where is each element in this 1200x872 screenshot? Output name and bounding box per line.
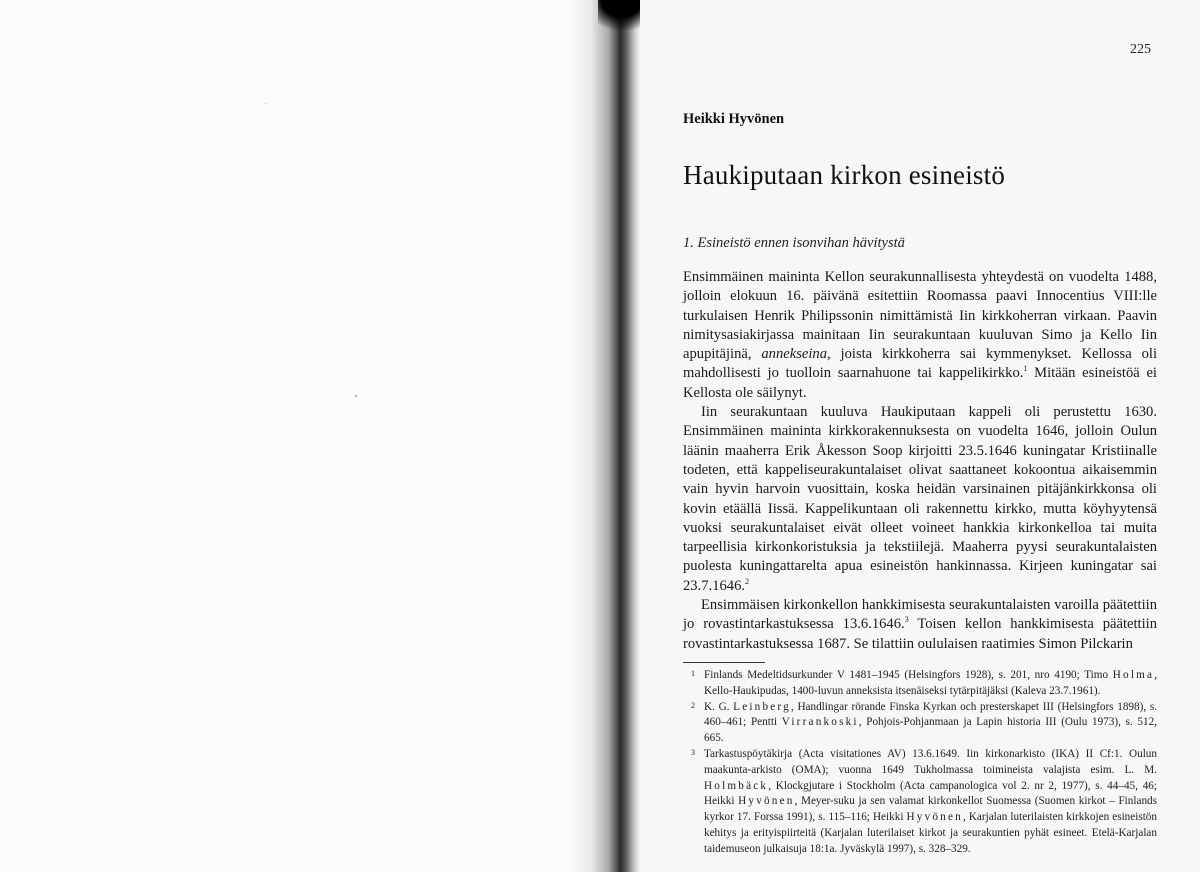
text-run: Toisen kellon hankkimisesta päätettiin rovastintarkastuksessa 1687. Se tilattiin oululaisen raatimies Simon Pilckarin [683, 616, 1157, 652]
text-run: Iin seurakuntaan kuuluva Haukiputaan kappeli oli perustettu 1630. Ensimmäinen maininta kirkkorakennuksesta on vuodelta 1646, jolloin Oulun läänin maaherra Erik Åkesson Soop kirjoitti 23.5.1646 kuningatar Kristiinalle todeten, että kappeliseurakuntalaiset olivat saattaneet kokoontua aikaisemmin vain hyvin harvoin vuosittain, koska heidän varsinainen pitäjänkirkkonsa oli kovin etäällä Iissä. Kappelikuntaan oli rakennettu kirkko, mutta köyhyytensä vuoksi seurakuntalaiset eivät olleet voineet hankkia kirkonkelloa tai muita tarpeellisia kirkonkoristuksia ja tekstiilejä. Maaherra pyysi seurakuntalaisten puolesta kuningattarelta apua esineistön hankinnassa. Kirjeen kuningatar sai 23.7.1646. [683, 404, 1157, 594]
text-run: joista kirkkoherra sai kymmenykset. Kellossa oli mahdollisesti jo tuolloin saarnahuone tai kappelikirkko. [683, 346, 1157, 382]
text-run: , Karjalan luterilaisten kirkkojen esineistön kehitys ja erityispiirteitä (Karjalan luterilaiset kirkot ja seurakuntien pyhät esineet. Etelä-Karjalan taidemuseon julkaisuja 18:1a. Jyväskylä 1997), s. 328–329. [704, 811, 1157, 855]
text-run: Ensimmäisen kirkonkellon hankkimisesta seurakuntalaisten varoilla päätettiin jo rovastintarkastuksessa 13.6.1646. [683, 597, 1157, 633]
footnote-rule [683, 662, 765, 663]
article-author: Heikki Hyvönen [683, 111, 785, 127]
paragraph-1 [683, 268, 1157, 403]
section-heading: 1. Esineistö ennen isonvihan hävitystä [683, 235, 905, 251]
footnotes [683, 668, 1157, 858]
text-run: Mitään esineistöä ei Kellosta ole säilynyt. [683, 365, 1157, 401]
text-run: , Handlingar rörande Finska Kyrkan och presterskapet III (Helsingfors 1898), s. 460–461; Pentti [704, 700, 1157, 729]
spaced-surname: Hyvönen [906, 811, 963, 824]
text-run: Tarkastuspöytäkirja (Acta visitationes AV) 13.6.1649. Iin kirkonarkisto (IKA) II Cf:1. Oulun maakunta-arkisto (OMA); vuonna 1649 Tukholmassa toimineista valajista esim. L. M. [704, 747, 1157, 776]
text-run: Ensimmäinen maininta Kellon seurakunnallisesta yhteydestä on vuodelta 1488, jolloin elokuun 16. päivänä esitettiin Roomassa paavi Innocentius VIII:lle turkulaisen Henrik Philipssonin nimittämistä Iin kirkkoherran virkaan. Paavin nimitysasiakirjassa mainitaan Iin seurakuntaan kuuluvan Simo ja Kello Iin apupitäjinä, [683, 269, 1157, 363]
footnote-number: 3 [691, 747, 695, 757]
spaced-surname: Hyvönen [738, 795, 795, 808]
paper-speck [355, 395, 357, 397]
footnote-3 [683, 747, 1157, 858]
text-run: , Klockgjutare i Stockholm (Acta campanologica vol 2. nr 2, 1977), s. 44–45, 46; Heikki [704, 779, 1157, 808]
spaced-surname: Leinberg [733, 700, 791, 713]
footnote-number: 2 [691, 700, 695, 710]
spaced-surname: Holmbäck [704, 779, 769, 792]
article-title: Haukiputaan kirkon esineistö [683, 160, 1006, 190]
book-gutter-shadow [570, 0, 640, 872]
paragraph-2 [683, 403, 1157, 596]
spaced-surname: Holma [1112, 669, 1155, 681]
footnote-1 [683, 668, 1157, 700]
text-run: , Pohjois-Pohjanmaan ja Lapin historia III (Oulu 1973), s. 512, 665. [704, 716, 1158, 745]
paragraph-3 [683, 596, 1157, 654]
page-number: 225 [1130, 42, 1151, 57]
footnote-ref-3[interactable]: 3 [904, 615, 909, 625]
text-run: , Meyer-suku ja sen valamat kirkonkellot Suomessa (Suomen kirkot – Finlands kyrkor 17. Forssa 1991), s. 115–116; Heikki [704, 795, 1157, 824]
paper-speck [265, 103, 266, 104]
text-run: K. G. [704, 700, 734, 713]
footnote-2 [683, 700, 1157, 747]
italic-term: annekseina, [761, 346, 831, 363]
text-run: Finlands Medeltidsurkunder V 1481–1945 (Helsingfors 1928), s. 201, nro 4190; Timo [704, 669, 1113, 681]
text-run: , Kello-Haukipudas, 1400-luvun anneksista itsenäiseksi tytärpitäjäksi (Kaleva 23.7.1961). [704, 669, 1157, 697]
footnote-ref-2[interactable]: 2 [745, 576, 750, 586]
body-text [683, 268, 1157, 654]
footnote-ref-1[interactable]: 1 [1023, 364, 1028, 374]
spaced-surname: Virrankoski [781, 716, 859, 729]
footnote-number: 1 [691, 669, 695, 678]
